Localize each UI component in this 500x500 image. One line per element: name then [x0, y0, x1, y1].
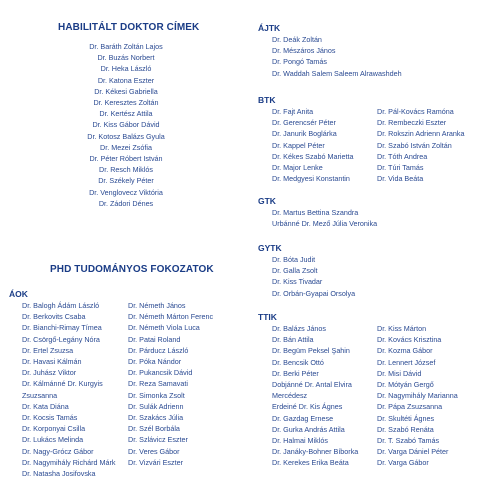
- name-entry: Dr. Zádori Dénes: [98, 198, 154, 208]
- name-entry: Dr. Kata Diána: [22, 401, 69, 411]
- name-entry: Mercédesz: [272, 391, 308, 401]
- name-entry: Dr. Póka Nándor: [128, 357, 182, 367]
- name-entry: Dr. Kocsis Tamás: [22, 413, 78, 423]
- name-entry: Dr. Kálmánné Dr. Kurgyis: [22, 379, 103, 389]
- name-entry: Dr. Janurik Boglárka: [272, 129, 337, 139]
- name-entry: Dr. Juhász Viktor: [22, 368, 77, 378]
- name-entry: Dr. Tóth Andrea: [377, 151, 428, 161]
- name-entry: Dr. T. Szabó Tamás: [377, 436, 440, 446]
- name-entry: Dr. Veres Gábor: [128, 446, 180, 456]
- name-entry: Dr. Szlávicz Eszter: [128, 435, 188, 445]
- ttik-list-1: [272, 323, 376, 469]
- name-entry: Dr. Csörgő-Legány Nóra: [22, 334, 100, 344]
- name-entry: Dr. Bianchi-Rimay Tímea: [22, 323, 102, 333]
- name-entry: Dr. Németh Viola Luca: [128, 323, 200, 333]
- name-entry: Dr. Gerencsér Péter: [272, 118, 336, 128]
- name-entry: Dr. Mótyán Gergő: [377, 380, 434, 390]
- habilitalt-list: [60, 41, 192, 209]
- name-entry: Dr. Halmai Miklós: [272, 436, 328, 446]
- name-entry: Dr. Havasi Kálmán: [22, 357, 82, 367]
- name-entry: Dr. Heka László: [100, 64, 152, 74]
- name-entry: Dr. Patai Roland: [128, 334, 181, 344]
- gtk-title: GTK: [258, 196, 276, 206]
- name-entry: Dr. Szabó Renáta: [377, 424, 434, 434]
- name-entry: Dr. Kiss Gábor Dávid: [92, 120, 160, 130]
- name-entry: Dr. Nagy-Grócz Gábor: [22, 446, 94, 456]
- name-entry: Dr. Péter Róbert István: [89, 154, 163, 164]
- name-entry: Dr. Lukács Melinda: [22, 435, 84, 445]
- name-entry: Dr. Reza Samavati: [128, 379, 188, 389]
- name-entry: Dr. Nagymihály Marianna: [377, 391, 458, 401]
- btk-title: BTK: [258, 95, 276, 105]
- gytk-list: [272, 254, 492, 299]
- name-entry: Dr. Simonka Zsolt: [128, 390, 185, 400]
- name-entry: Dr. Túri Tamás: [377, 163, 424, 173]
- name-entry: Dr. Galla Zsolt: [272, 266, 318, 276]
- name-entry: Dr. Balogh Ádám László: [22, 301, 100, 310]
- ttik-list-2: [377, 323, 492, 469]
- name-entry: Dr. Pongó Tamás: [272, 57, 327, 67]
- name-entry: Dr. Begüm Peksel Şahin: [272, 346, 350, 356]
- name-entry: Dr. Pál-Kovács Ramóna: [377, 107, 454, 116]
- name-entry: Dr. Németh János: [128, 301, 186, 310]
- name-entry: Dr. Ertel Zsuzsa: [22, 345, 74, 355]
- name-entry: Dr. Mészáros János: [272, 46, 336, 56]
- name-entry: Dr. Kiss Tivadar: [272, 277, 323, 287]
- name-entry: Dr. Gazdag Ernese: [272, 413, 334, 423]
- name-entry: Erdeiné Dr. Kis Ágnes: [272, 402, 343, 412]
- name-entry: Dr. Németh Márton Ferenc: [128, 312, 214, 322]
- name-entry: Dr. Pápa Zsuzsanna: [377, 402, 443, 412]
- aok-list-2: [128, 300, 238, 468]
- name-entry: Dr. Berkovits Csaba: [22, 312, 86, 322]
- ajtk-list: [272, 34, 492, 79]
- name-entry: Dr. Nagymihály Richárd Márk: [22, 457, 116, 467]
- name-entry: Dr. Martus Bettina Szandra: [272, 208, 359, 217]
- ttik-title: TTIK: [258, 312, 277, 322]
- name-entry: Dr. Korponyai Csilla: [22, 424, 86, 434]
- gytk-title: GYTK: [258, 243, 282, 253]
- name-entry: Dr. Waddah Salem Saleem Alrawashdeh: [272, 68, 402, 78]
- name-entry: Dr. Keresztes Zoltán: [93, 98, 159, 108]
- name-entry: Dr. Bencsik Ottó: [272, 357, 324, 367]
- name-entry: Urbánné Dr. Mező Júlia Veronika: [272, 219, 378, 229]
- name-entry: Dr. Pukancsik Dávid: [128, 368, 193, 378]
- name-entry: Dr. Vizvári Eszter: [128, 457, 183, 467]
- name-entry: Dr. Bán Attila: [272, 335, 314, 345]
- name-entry: Dr. Berki Péter: [272, 368, 319, 378]
- name-entry: Dobjánné Dr. Antal Elvira: [272, 380, 352, 390]
- name-entry: Dr. Kozma Gábor: [377, 346, 433, 356]
- name-entry: Dr. Kiss Márton: [377, 324, 427, 333]
- name-entry: Dr. Deák Zoltán: [272, 35, 322, 44]
- name-entry: Dr. Janáky-Bohner Bíborka: [272, 447, 359, 457]
- name-entry: Dr. Mezei Zsófia: [100, 142, 152, 152]
- name-entry: Dr. Katona Eszter: [97, 75, 155, 85]
- name-entry: Dr. Misi Dávid: [377, 368, 422, 378]
- name-entry: Dr. Orbán-Gyapai Orsolya: [272, 288, 356, 298]
- gtk-list: [272, 207, 492, 229]
- btk-list-1: [272, 106, 376, 184]
- name-entry: Dr. Vida Beáta: [377, 174, 424, 184]
- name-entry: Dr. Gurka András Attila: [272, 424, 345, 434]
- name-entry: Dr. Kappel Péter: [272, 140, 325, 150]
- name-entry: Dr. Kovács Krisztina: [377, 335, 442, 345]
- name-entry: Dr. Fajt Anita: [272, 107, 314, 116]
- name-entry: Dr. Major Lenke: [272, 163, 323, 173]
- phd-title: PHD TUDOMÁNYOS FOKOZATOK: [50, 264, 214, 275]
- name-entry: Dr. Kotosz Balázs Gyula: [87, 131, 165, 141]
- name-entry: Dr. Medgyesi Konstantin: [272, 174, 350, 184]
- name-entry: Dr. Szakács Júlia: [128, 413, 184, 423]
- name-entry: Dr. Lennert József: [377, 357, 436, 367]
- name-entry: Dr. Székely Péter: [98, 176, 154, 186]
- name-entry: Dr. Rokszin Adrienn Aranka: [377, 129, 465, 139]
- name-entry: Dr. Baráth Zoltán Lajos: [89, 42, 163, 51]
- habilitalt-title: HABILITÁLT DOKTOR CÍMEK: [58, 22, 200, 33]
- name-entry: Zsuzsanna: [22, 390, 58, 400]
- name-entry: Dr. Rembeczki Eszter: [377, 118, 447, 128]
- name-entry: Dr. Balázs János: [272, 324, 326, 333]
- name-entry: Dr. Natasha Josifovska: [22, 469, 96, 479]
- name-entry: Dr. Buzás Norbert: [97, 53, 155, 63]
- name-entry: Dr. Bóta Judit: [272, 255, 316, 264]
- name-entry: Dr. Varga Dániel Péter: [377, 447, 449, 457]
- aok-list-1: [22, 300, 126, 479]
- ajtk-title: ÁJTK: [258, 23, 281, 33]
- name-entry: Dr. Szabó István Zoltán: [377, 140, 452, 150]
- name-entry: Dr. Szél Borbála: [128, 424, 180, 434]
- aok-title: ÁOK: [9, 289, 28, 299]
- name-entry: Dr. Varga Gábor: [377, 458, 429, 468]
- name-entry: Dr. Kerekes Erika Beáta: [272, 458, 349, 468]
- btk-list-2: [377, 106, 492, 184]
- name-entry: Dr. Párducz László: [128, 345, 189, 355]
- name-entry: Dr. Kékesi Gabriella: [94, 86, 158, 96]
- name-entry: Dr. Kertész Attila: [99, 109, 153, 119]
- name-entry: Dr. Skultéti Ágnes: [377, 413, 435, 423]
- name-entry: Dr. Resch Miklós: [99, 165, 153, 175]
- name-entry: Dr. Venglovecz Viktória: [89, 187, 163, 197]
- name-entry: Dr. Sulák Adrienn: [128, 401, 184, 411]
- name-entry: Dr. Kékes Szabó Marietta: [272, 151, 354, 161]
